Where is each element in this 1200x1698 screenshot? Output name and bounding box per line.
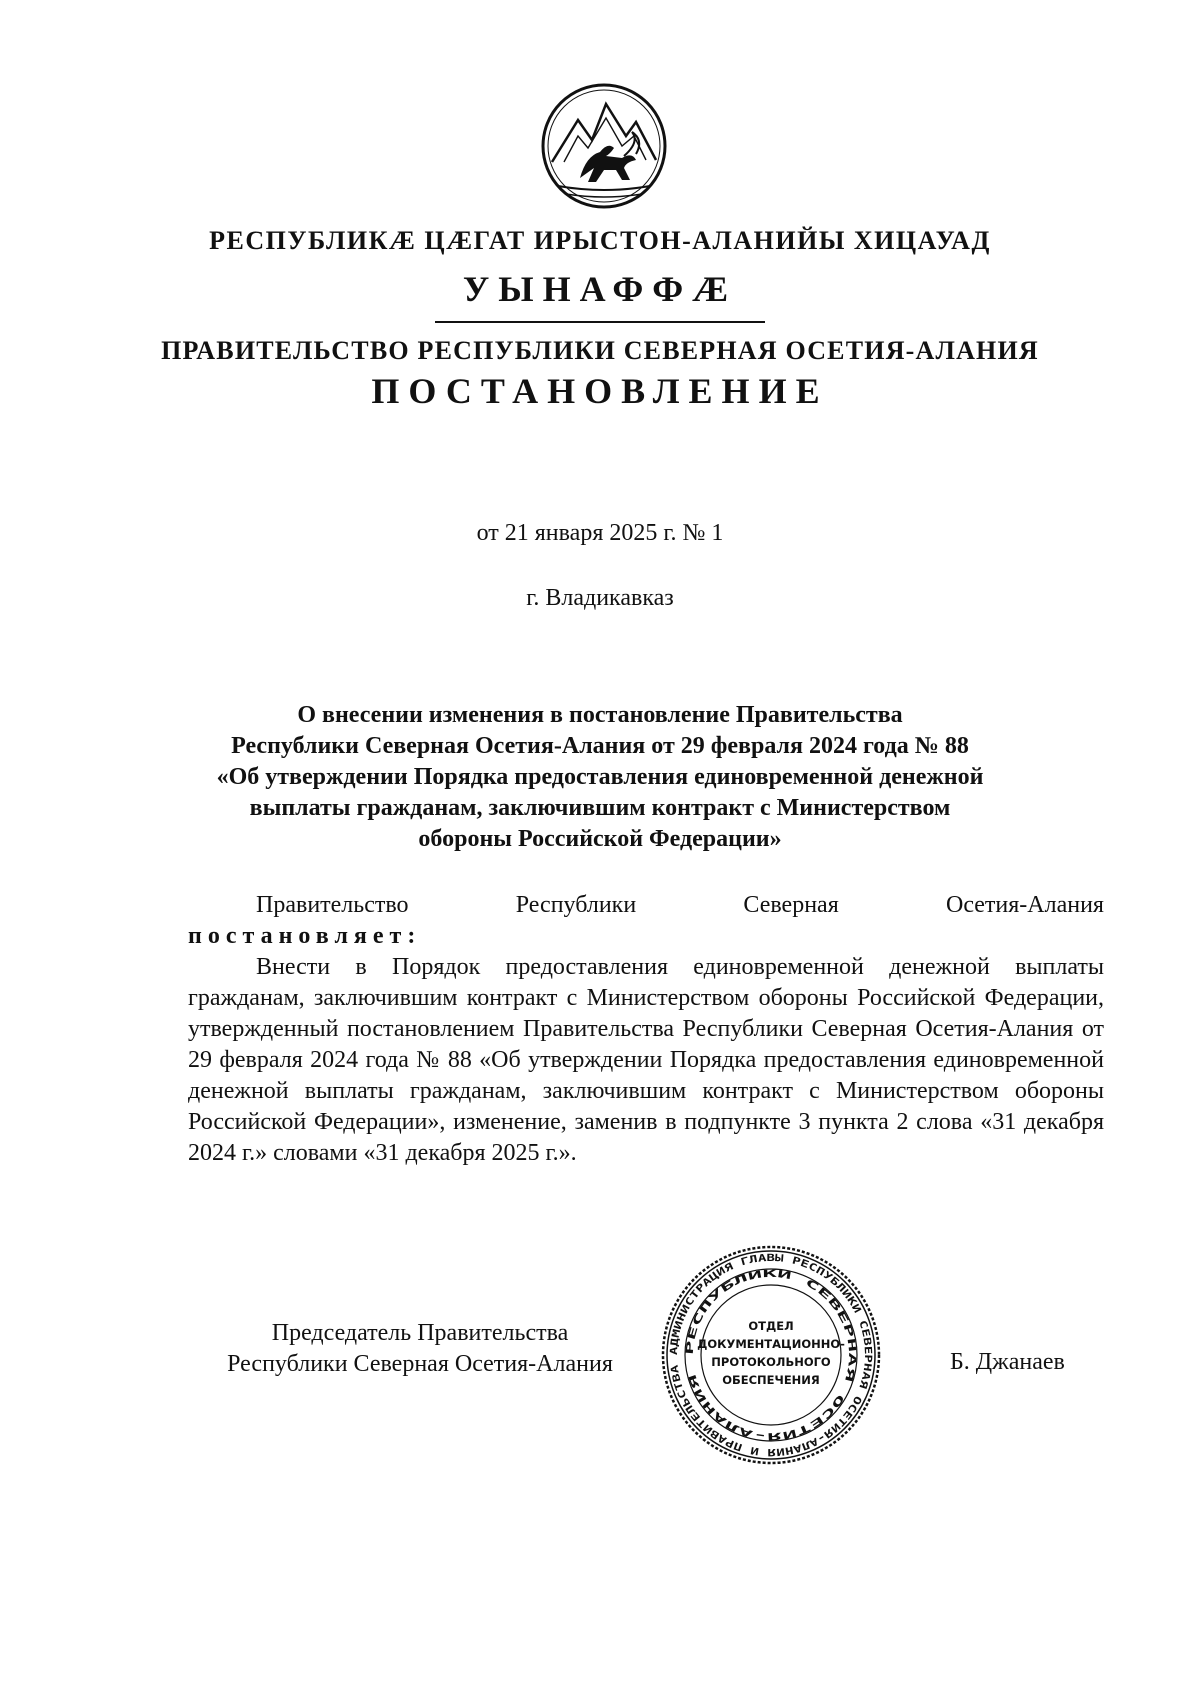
- title-line: выплаты гражданам, заключившим контракт с Министерством: [249, 795, 951, 821]
- signatory-position: [190, 1318, 650, 1380]
- decree-intro: [188, 890, 1104, 952]
- coat-of-arms-emblem: [540, 82, 668, 210]
- title-line: Республики Северная Осетия-Алания от 29 февраля 2024 года № 88: [231, 733, 969, 759]
- seal-center-line: ОТДЕЛ: [748, 1319, 794, 1333]
- intro-line: [188, 890, 1104, 921]
- decree-date-number: от 21 января 2025 г. № 1: [476, 520, 724, 546]
- decrees-keyword: постановляет:: [188, 923, 422, 949]
- ossetian-government-heading: РЕСПУБЛИКӔ ЦӔГАТ ИРЫСТОН-АЛАНИЙЫ ХИЦАУАД: [209, 226, 991, 255]
- signatory-name: Б. Джанаев: [950, 1349, 1065, 1375]
- intro-word: Республики: [515, 892, 637, 918]
- intro-word: Осетия-Алания: [945, 892, 1104, 918]
- seal-inner-text: РЕСПУБЛИКИ СЕВЕРНАЯ ОСЕТИЯ-АЛАНИЯ: [684, 1269, 858, 1442]
- heading-divider: [435, 321, 765, 323]
- ossetian-decree-heading: УЫНАФФӔ: [462, 269, 738, 309]
- seal-outer-text: АДМИНИСТРАЦИЯ ГЛАВЫ РЕСПУБЛИКИ СЕВЕРНАЯ ОСЕТИЯ-АЛАНИЯ И ПРАВИТЕЛЬСТВА: [668, 1252, 874, 1458]
- official-seal-stamp: [658, 1242, 884, 1468]
- position-line: Республики Северная Осетия-Алания: [227, 1351, 613, 1377]
- title-line: О внесении изменения в постановление Правительства: [297, 702, 903, 728]
- russian-decree-heading: ПОСТАНОВЛЕНИЕ: [371, 371, 829, 411]
- decree-title: [0, 700, 1200, 855]
- decree-city: г. Владикавказ: [526, 585, 674, 611]
- intro-word: Северная: [743, 892, 839, 918]
- title-line: обороны Российской Федерации»: [418, 826, 782, 852]
- decree-paragraph: Внести в Порядок предоставления единовременной денежной выплаты гражданам, заключившим контракт с Министерством обороны Российской Федерации, утвержденный постановлением Правительства Республики Северная Осетия-Алания от 29 февраля 2024 года № 88 «Об утверждении Порядка предоставления единовременной денежной выплаты гражданам, заключившим контракт с Министерством обороны Российской Федерации», изменение, заменив в подпункте 3 пункта 2 слова «31 декабря 2024 г.» словами «31 декабря 2025 г.».: [188, 954, 1104, 1166]
- intro-word: Правительство: [256, 892, 409, 918]
- russian-government-heading: ПРАВИТЕЛЬСТВО РЕСПУБЛИКИ СЕВЕРНАЯ ОСЕТИЯ-АЛАНИЯ: [161, 336, 1039, 365]
- seal-center-line: ОБЕСПЕЧЕНИЯ: [722, 1373, 820, 1387]
- seal-center-line: ПРОТОКОЛЬНОГО: [711, 1355, 831, 1369]
- position-line: Председатель Правительства: [271, 1320, 569, 1346]
- seal-center-line: ДОКУМЕНТАЦИОННО-: [697, 1337, 845, 1351]
- title-line: «Об утверждении Порядка предоставления единовременной денежной: [216, 764, 984, 790]
